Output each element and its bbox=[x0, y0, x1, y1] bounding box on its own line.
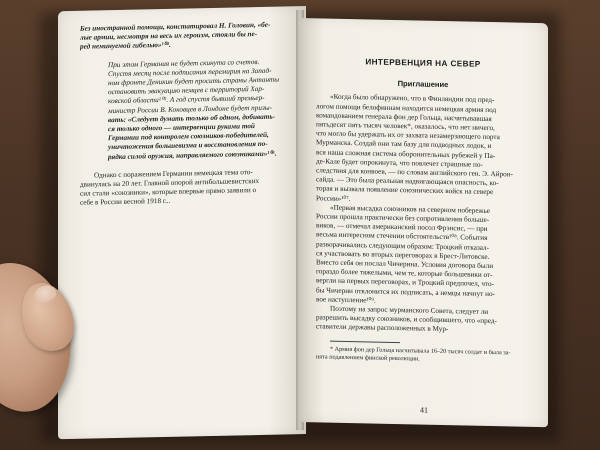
right-paragraph-line: де-Кале будет опрокинута, что повлечет страшные по- bbox=[316, 157, 483, 169]
right-paragraphs bbox=[316, 93, 530, 337]
right-paragraph-line: «Когда было обнаружено, что в Финляндии под пред- bbox=[330, 93, 495, 105]
left-body-line: двинулась на 20 лет. Главной опорой антибольшевистских bbox=[80, 177, 260, 189]
left-quote-line: министр России В. Коковцев в Лондоне будет призы- bbox=[108, 103, 273, 115]
right-paragraph-line: России»¹⁰⁷. bbox=[316, 193, 351, 203]
right-paragraph-line: командованием генерала фон дер Гольца, насчитывавшая bbox=[316, 111, 492, 123]
left-quote-line: ковской области¹⁰⁵. А год спустя бывший премьер- bbox=[108, 94, 265, 106]
right-paragraph-line: логом помощи белофиннам находится немецкая армия под bbox=[316, 101, 497, 114]
right-paragraph-line: сайда. — Это была реальная надвигающаяся опасность, ко- bbox=[316, 175, 499, 188]
right-paragraph-line: ся участвовать во вторых переговорах в Брест-Литовске. bbox=[316, 249, 490, 261]
right-paragraph-line: бы Чичерин отклонится их подписать, а немцы начнут но- bbox=[316, 286, 495, 298]
left-quote-line: рядка силой оружия, направляемого союзниками»¹⁰⁶. bbox=[108, 149, 277, 161]
left-quote-line: уничтожения большевизма и восстановления по- bbox=[108, 140, 268, 152]
left-top-line: ред неминуемой гибелью»¹⁰⁴. bbox=[80, 41, 171, 52]
chapter-title: ИНТЕРВЕНЦИЯ НА СЕВЕР bbox=[365, 57, 481, 69]
right-paragraph-line: разрешить высадку союзников, и сообщившего, что «пред- bbox=[316, 313, 497, 326]
right-paragraph-line: что могло бы удержать их от захвата незамерзающего порта bbox=[316, 129, 500, 142]
left-quote-line: ся только одного — интервенции руками той bbox=[108, 122, 255, 134]
right-paragraph-line: следствия для конвоев, — по словам английского ген. Э. Айрон- bbox=[316, 166, 514, 179]
left-body-line: Однако с поражением Германии немецкая тема ото- bbox=[94, 167, 253, 180]
right-paragraph-line: пятьдесят пять тысяч человек*, оказалось, что нет ничего, bbox=[316, 120, 495, 133]
left-quote-line: остановить эвакуацию немцев с территорий Хар- bbox=[108, 85, 265, 97]
left-quote-line: Германии под контролем союзников-победителей, bbox=[108, 131, 269, 143]
page-number: 41 bbox=[420, 405, 428, 415]
left-body-line: себе в России весной 1918 г... bbox=[80, 197, 171, 208]
left-quote-line: Спустя месяц после подписания перемирия на Запад- bbox=[108, 66, 272, 78]
right-paragraph-line: Мурманска. Создай они там базу для подводных лодок, и bbox=[316, 138, 492, 151]
right-paragraph-line: Поэтому на запрос мурманского Совета, следует ли bbox=[330, 304, 489, 317]
right-page-text bbox=[316, 36, 530, 365]
right-paragraph-line: вся наша сложная система оборонительных рубежей у Па- bbox=[316, 147, 496, 160]
footnote-line: нята подавлением финской революции. bbox=[316, 353, 420, 363]
footnote-rule bbox=[330, 340, 400, 342]
right-paragraph-line: ставители державы расположенных в Мур- bbox=[316, 322, 449, 334]
right-paragraph-line: Вместо себя он послал Чичерина. Условия договора были bbox=[316, 258, 494, 271]
right-paragraph-line: вое наступление¹⁰⁹. bbox=[316, 295, 376, 305]
right-paragraph-line: России прошла практически без сопротивления больше- bbox=[316, 212, 490, 225]
right-paragraph-line: разворачивались следующим образом: Троцкий отказал- bbox=[316, 239, 490, 252]
right-paragraph-line: вергли на первых переговорах, и Троцкий предпочел, что- bbox=[316, 276, 494, 289]
left-top-line: лые армии, несмотря на весь их героизм, стояли бы пе- bbox=[80, 30, 258, 42]
left-page bbox=[58, 6, 306, 439]
right-page bbox=[300, 18, 548, 427]
left-body-line: сил стали «союзники», которые впервые прямо заявили о bbox=[80, 186, 257, 198]
footnote bbox=[316, 345, 530, 365]
footnote-line: * Армия фон дер Гольца насчитывала 16–20 тысяч солдат и была за- bbox=[330, 345, 511, 357]
section-title: Приглашение bbox=[397, 79, 449, 90]
right-paragraph-line: «Первая высадка союзников на северном побережье bbox=[330, 203, 490, 215]
left-top-line: Без иностранной помощи, констатировал Н. Головин, «бе- bbox=[80, 20, 271, 33]
right-paragraph-line: весьма интересном стечении обстоятельств¹⁰⁸. События bbox=[316, 230, 488, 243]
left-page-text bbox=[80, 20, 288, 208]
right-paragraph-line: торая и вызвала появление союзнических войск на севере bbox=[316, 184, 494, 197]
right-paragraph-line: гораздо более тяжелыми, чем те, которые большевики от- bbox=[316, 267, 493, 280]
left-quote-line: ном фронте Деникин будет просить страны Антанты bbox=[108, 75, 280, 88]
left-quote-line: При этом Германия не будет скинута со счетов. bbox=[108, 57, 260, 69]
right-paragraph-line: виков, — отмечал американский посол Фрэнсис, — при bbox=[316, 221, 488, 234]
left-quote-line: вать: «Следует думать только об одном, добивать- bbox=[108, 112, 276, 124]
